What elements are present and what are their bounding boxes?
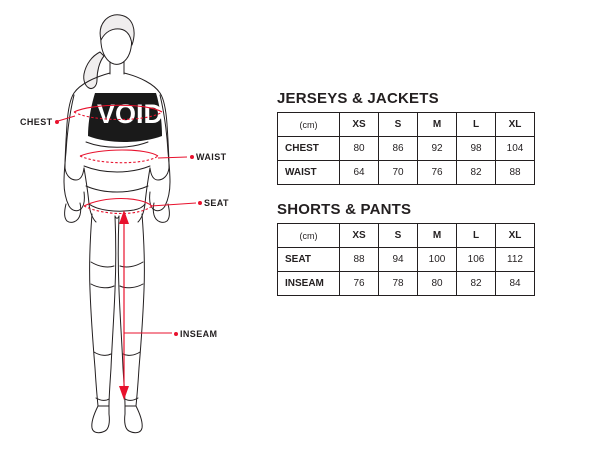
column-header-s: S: [379, 113, 418, 137]
callout-seat: [196, 198, 229, 208]
cell-chest-xl: 104: [496, 137, 535, 161]
cell-seat-m: 100: [418, 248, 457, 272]
brand-wordmark: VOID: [97, 99, 164, 129]
jerseys-jackets-table: [277, 112, 535, 185]
table-header-row: [278, 224, 535, 248]
callout-waist-label: WAIST: [196, 152, 227, 162]
cell-inseam-xs: 76: [340, 272, 379, 296]
callout-dot-icon: [198, 201, 202, 205]
cell-chest-m: 92: [418, 137, 457, 161]
cell-seat-xl: 112: [496, 248, 535, 272]
callout-chest-label: CHEST: [20, 117, 53, 127]
cell-waist-xs: 64: [340, 161, 379, 185]
table-row: [278, 248, 535, 272]
callout-waist: [188, 152, 227, 162]
table-row: [278, 272, 535, 296]
cell-waist-l: 82: [457, 161, 496, 185]
callout-inseam-label: INSEAM: [180, 329, 218, 339]
row-label-seat: SEAT: [278, 248, 340, 272]
callout-dot-icon: [190, 155, 194, 159]
table-row: [278, 137, 535, 161]
inseam-arrow: [119, 210, 129, 400]
column-header-l: L: [457, 224, 496, 248]
column-header-s: S: [379, 224, 418, 248]
column-header-m: M: [418, 224, 457, 248]
shorts-pants-table: [277, 223, 535, 296]
shorts-pants-title: SHORTS & PANTS: [277, 201, 412, 218]
table-header-row: [278, 113, 535, 137]
body-figure-illustration: [0, 0, 262, 456]
row-label-inseam: INSEAM: [278, 272, 340, 296]
cell-chest-xs: 80: [340, 137, 379, 161]
row-label-chest: CHEST: [278, 137, 340, 161]
column-header-m: M: [418, 113, 457, 137]
callout-chest: [20, 117, 61, 127]
column-header-xs: XS: [340, 113, 379, 137]
callout-inseam: [172, 329, 217, 339]
cell-chest-s: 86: [379, 137, 418, 161]
cell-inseam-xl: 84: [496, 272, 535, 296]
row-label-waist: WAIST: [278, 161, 340, 185]
column-header-xs: XS: [340, 224, 379, 248]
column-header-xl: XL: [496, 224, 535, 248]
unit-label: (cm): [278, 224, 340, 248]
tables-panel: [277, 0, 587, 456]
figure-panel: [0, 0, 262, 456]
cell-seat-l: 106: [457, 248, 496, 272]
cell-waist-xl: 88: [496, 161, 535, 185]
cell-chest-l: 98: [457, 137, 496, 161]
cell-seat-xs: 88: [340, 248, 379, 272]
cell-seat-s: 94: [379, 248, 418, 272]
column-header-xl: XL: [496, 113, 535, 137]
table-row: [278, 161, 535, 185]
callout-seat-label: SEAT: [204, 198, 229, 208]
callout-dot-icon: [55, 120, 59, 124]
cell-inseam-l: 82: [457, 272, 496, 296]
unit-label: (cm): [278, 113, 340, 137]
cell-inseam-s: 78: [379, 272, 418, 296]
jerseys-jackets-title: JERSEYS & JACKETS: [277, 90, 439, 107]
callout-dot-icon: [174, 332, 178, 336]
cell-inseam-m: 80: [418, 272, 457, 296]
cell-waist-s: 70: [379, 161, 418, 185]
cell-waist-m: 76: [418, 161, 457, 185]
column-header-l: L: [457, 113, 496, 137]
